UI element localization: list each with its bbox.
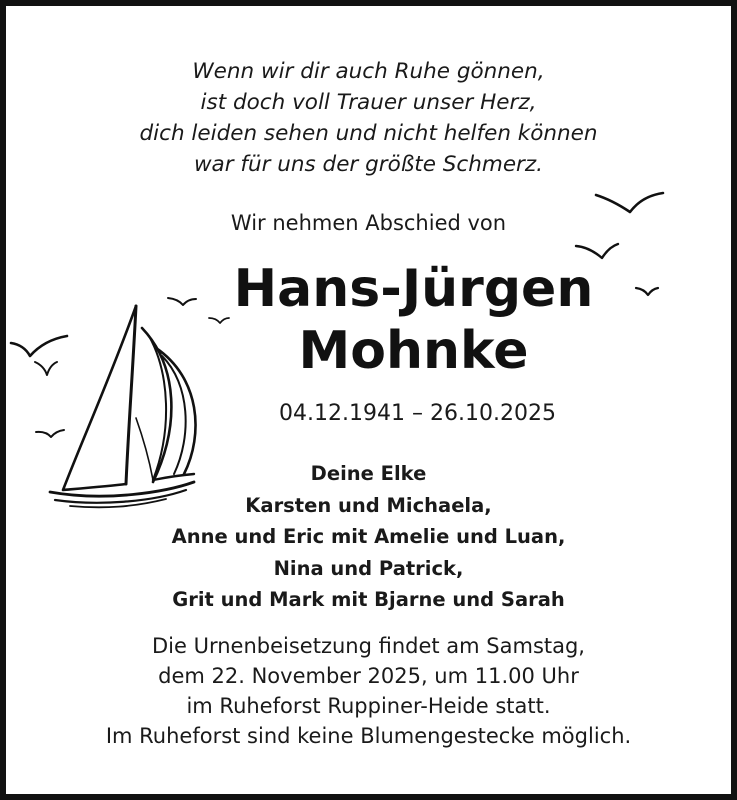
mourner-line: Nina und Patrick, (273, 556, 464, 580)
notice-line: Im Ruheforst sind keine Blumengestecke möglich. (105, 724, 632, 748)
mourners-list (6, 458, 731, 616)
seagull-icon (576, 244, 618, 258)
life-dates: 04.12.1941 – 26.10.2025 (279, 401, 556, 426)
poem-line: war für uns der größte Schmerz. (193, 152, 544, 177)
seagull-icon (596, 193, 663, 212)
deceased-first-name: Hans-Jürgen (233, 259, 594, 319)
poem-line: dich leiden sehen und nicht helfen können (139, 121, 598, 146)
notice-line: im Ruheforst Ruppiner-Heide statt. (186, 694, 551, 718)
mourner-line: Deine Elke (310, 462, 427, 485)
notice-line: dem 22. November 2025, um 11.00 Uhr (158, 664, 579, 688)
memorial-poem (6, 56, 731, 180)
mourner-line: Anne und Eric mit Amelie und Luan, (171, 525, 566, 548)
burial-notice (6, 631, 731, 751)
deceased-name (96, 258, 731, 382)
mourner-line: Karsten und Michaela, (245, 493, 492, 517)
mourner-line: Grit und Mark mit Bjarne und Sarah (172, 588, 565, 611)
seagull-icon (36, 430, 64, 437)
poem-line: Wenn wir dir auch Ruhe gönnen, (192, 59, 545, 84)
farewell-intro: Wir nehmen Abschied von (230, 211, 507, 235)
deceased-last-name: Mohnke (298, 321, 529, 381)
seagull-icon (35, 362, 57, 375)
seagull-icon (11, 336, 67, 356)
notice-line: Die Urnenbeisetzung findet am Samstag, (151, 634, 585, 658)
poem-line: ist doch voll Trauer unser Herz, (200, 90, 537, 115)
